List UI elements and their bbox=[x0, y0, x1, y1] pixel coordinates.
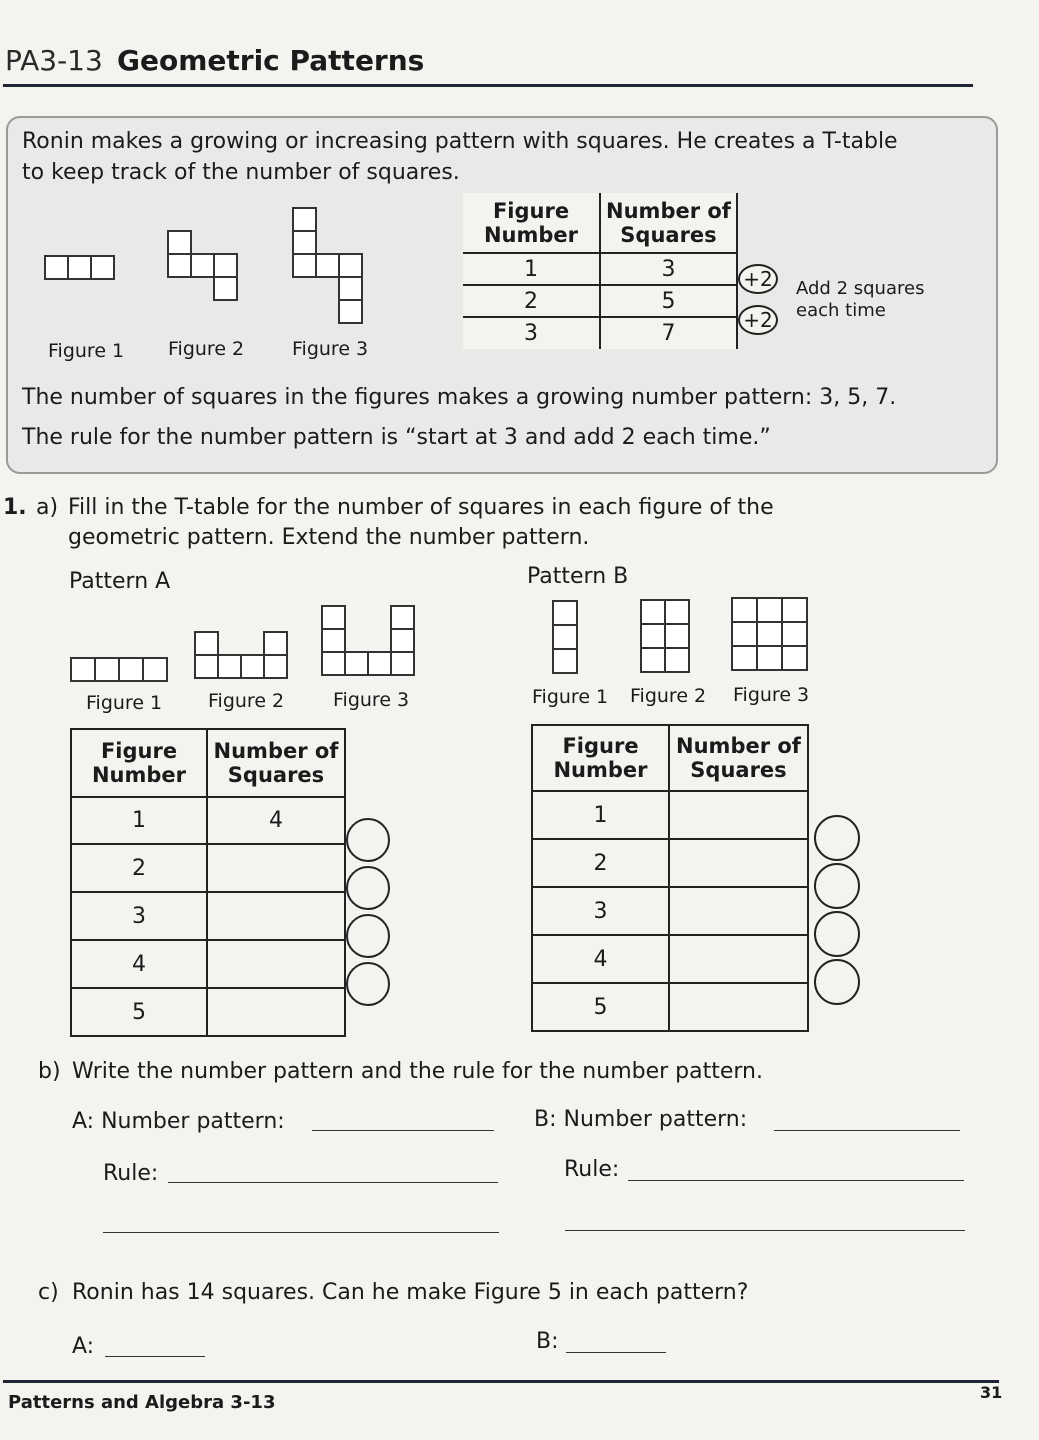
table-cell: 1 bbox=[71, 797, 207, 844]
table-cell: 4 bbox=[207, 797, 345, 844]
intro-t-table bbox=[463, 193, 738, 349]
answer-cell[interactable] bbox=[207, 844, 345, 892]
step-answer-circle[interactable] bbox=[814, 815, 860, 861]
pattern-a-figure-3-label: Figure 3 bbox=[333, 689, 410, 711]
answer-cell[interactable] bbox=[669, 935, 808, 983]
part-a-label: a) bbox=[36, 495, 59, 520]
part-c-b-label: B: bbox=[536, 1329, 559, 1354]
pattern-b-col-figure-number: Figure Number bbox=[532, 725, 669, 791]
page-number: 31 bbox=[980, 1383, 1003, 1402]
intro-col-number-of-squares: Number of Squares bbox=[600, 193, 737, 253]
step-badge: +2 bbox=[738, 264, 778, 294]
table-cell: 3 bbox=[71, 892, 207, 940]
table-cell: 3 bbox=[463, 317, 600, 349]
step-answer-circle[interactable] bbox=[814, 863, 860, 909]
table-cell: 5 bbox=[71, 988, 207, 1036]
table-cell: 3 bbox=[532, 887, 669, 935]
table-cell: 5 bbox=[600, 285, 737, 317]
intro-summary-2: The rule for the number pattern is “start at 3 and add 2 each time.” bbox=[22, 425, 771, 450]
answer-cell[interactable] bbox=[669, 887, 808, 935]
step-answer-circle[interactable] bbox=[814, 959, 860, 1005]
part-c-a-label: A: bbox=[72, 1334, 95, 1359]
pattern-a-rule-blank[interactable] bbox=[168, 1182, 498, 1183]
answer-cell[interactable] bbox=[207, 892, 345, 940]
answer-cell[interactable] bbox=[207, 988, 345, 1036]
step-badge: +2 bbox=[738, 305, 778, 335]
intro-line-2: to keep track of the number of squares. bbox=[22, 160, 460, 185]
intro-figure-1-label: Figure 1 bbox=[48, 340, 125, 362]
pattern-a-number-pattern-blank[interactable] bbox=[312, 1130, 494, 1131]
table-cell: 5 bbox=[532, 983, 669, 1031]
page-title: Geometric Patterns bbox=[117, 44, 425, 77]
step-answer-circle[interactable] bbox=[346, 866, 390, 910]
question-number: 1. bbox=[3, 495, 27, 520]
pattern-a-figure-1-label: Figure 1 bbox=[86, 692, 163, 714]
table-cell: 7 bbox=[600, 317, 737, 349]
part-a-line-1: Fill in the T-table for the number of squares in each figure of the bbox=[68, 495, 774, 520]
table-cell: 2 bbox=[532, 839, 669, 887]
intro-figure-3-label: Figure 3 bbox=[292, 338, 369, 360]
footer-unit: Patterns and Algebra 3-13 bbox=[8, 1392, 276, 1413]
pattern-b-rule-blank-2[interactable] bbox=[565, 1230, 965, 1231]
pattern-b-figure-2-label: Figure 2 bbox=[630, 685, 707, 707]
part-a-line-2: geometric pattern. Extend the number pattern. bbox=[68, 525, 590, 550]
pattern-b-rule-blank[interactable] bbox=[628, 1180, 964, 1181]
part-b-label: b) bbox=[38, 1059, 61, 1084]
part-b-text: Write the number pattern and the rule for the number pattern. bbox=[72, 1059, 763, 1084]
part-c-b-blank[interactable] bbox=[566, 1352, 666, 1353]
answer-cell[interactable] bbox=[669, 839, 808, 887]
pattern-b-rule-label: Rule: bbox=[564, 1157, 620, 1182]
lesson-code: PA3-13 bbox=[5, 44, 103, 77]
answer-cell[interactable] bbox=[669, 983, 808, 1031]
pattern-b-number-pattern-label: B: Number pattern: bbox=[534, 1107, 748, 1132]
answer-cell[interactable] bbox=[669, 791, 808, 839]
footer-rule bbox=[3, 1380, 999, 1383]
table-cell: 2 bbox=[463, 285, 600, 317]
intro-summary-1: The number of squares in the figures makes a growing number pattern: 3, 5, 7. bbox=[22, 385, 897, 410]
part-c-a-blank[interactable] bbox=[105, 1356, 205, 1357]
pattern-a-col-figure-number: Figure Number bbox=[71, 729, 207, 797]
pattern-a-col-number-of-squares: Number of Squares bbox=[207, 729, 345, 797]
pattern-b-number-pattern-blank[interactable] bbox=[774, 1130, 960, 1131]
table-cell: 1 bbox=[463, 253, 600, 285]
pattern-a-number-pattern-label: A: Number pattern: bbox=[72, 1109, 285, 1134]
step-answer-circle[interactable] bbox=[346, 818, 390, 862]
intro-figure-2-label: Figure 2 bbox=[168, 338, 245, 360]
table-cell: 4 bbox=[532, 935, 669, 983]
step-answer-circle[interactable] bbox=[346, 962, 390, 1006]
table-cell: 4 bbox=[71, 940, 207, 988]
pattern-b-t-table bbox=[531, 724, 809, 1032]
table-cell: 1 bbox=[532, 791, 669, 839]
pattern-a-rule-blank-2[interactable] bbox=[103, 1232, 499, 1233]
step-note: Add 2 squares each time bbox=[796, 278, 925, 321]
pattern-b-col-number-of-squares: Number of Squares bbox=[669, 725, 808, 791]
step-answer-circle[interactable] bbox=[346, 914, 390, 958]
part-c-label: c) bbox=[38, 1280, 59, 1305]
pattern-a-figure-2-label: Figure 2 bbox=[208, 690, 285, 712]
pattern-b-figure-1-label: Figure 1 bbox=[532, 686, 609, 708]
answer-cell[interactable] bbox=[207, 940, 345, 988]
pattern-b-figure-3-label: Figure 3 bbox=[733, 684, 810, 706]
step-answer-circle[interactable] bbox=[814, 911, 860, 957]
pattern-a-t-table bbox=[70, 728, 346, 1037]
pattern-b-title: Pattern B bbox=[527, 564, 629, 589]
intro-col-figure-number: Figure Number bbox=[463, 193, 600, 253]
header-rule bbox=[3, 84, 973, 87]
table-cell: 2 bbox=[71, 844, 207, 892]
table-cell: 3 bbox=[600, 253, 737, 285]
pattern-a-rule-label: Rule: bbox=[103, 1161, 159, 1186]
part-c-text: Ronin has 14 squares. Can he make Figure 5 in each pattern? bbox=[72, 1280, 749, 1305]
intro-line-1: Ronin makes a growing or increasing pattern with squares. He creates a T-table bbox=[22, 129, 898, 154]
pattern-a-title: Pattern A bbox=[69, 569, 171, 594]
